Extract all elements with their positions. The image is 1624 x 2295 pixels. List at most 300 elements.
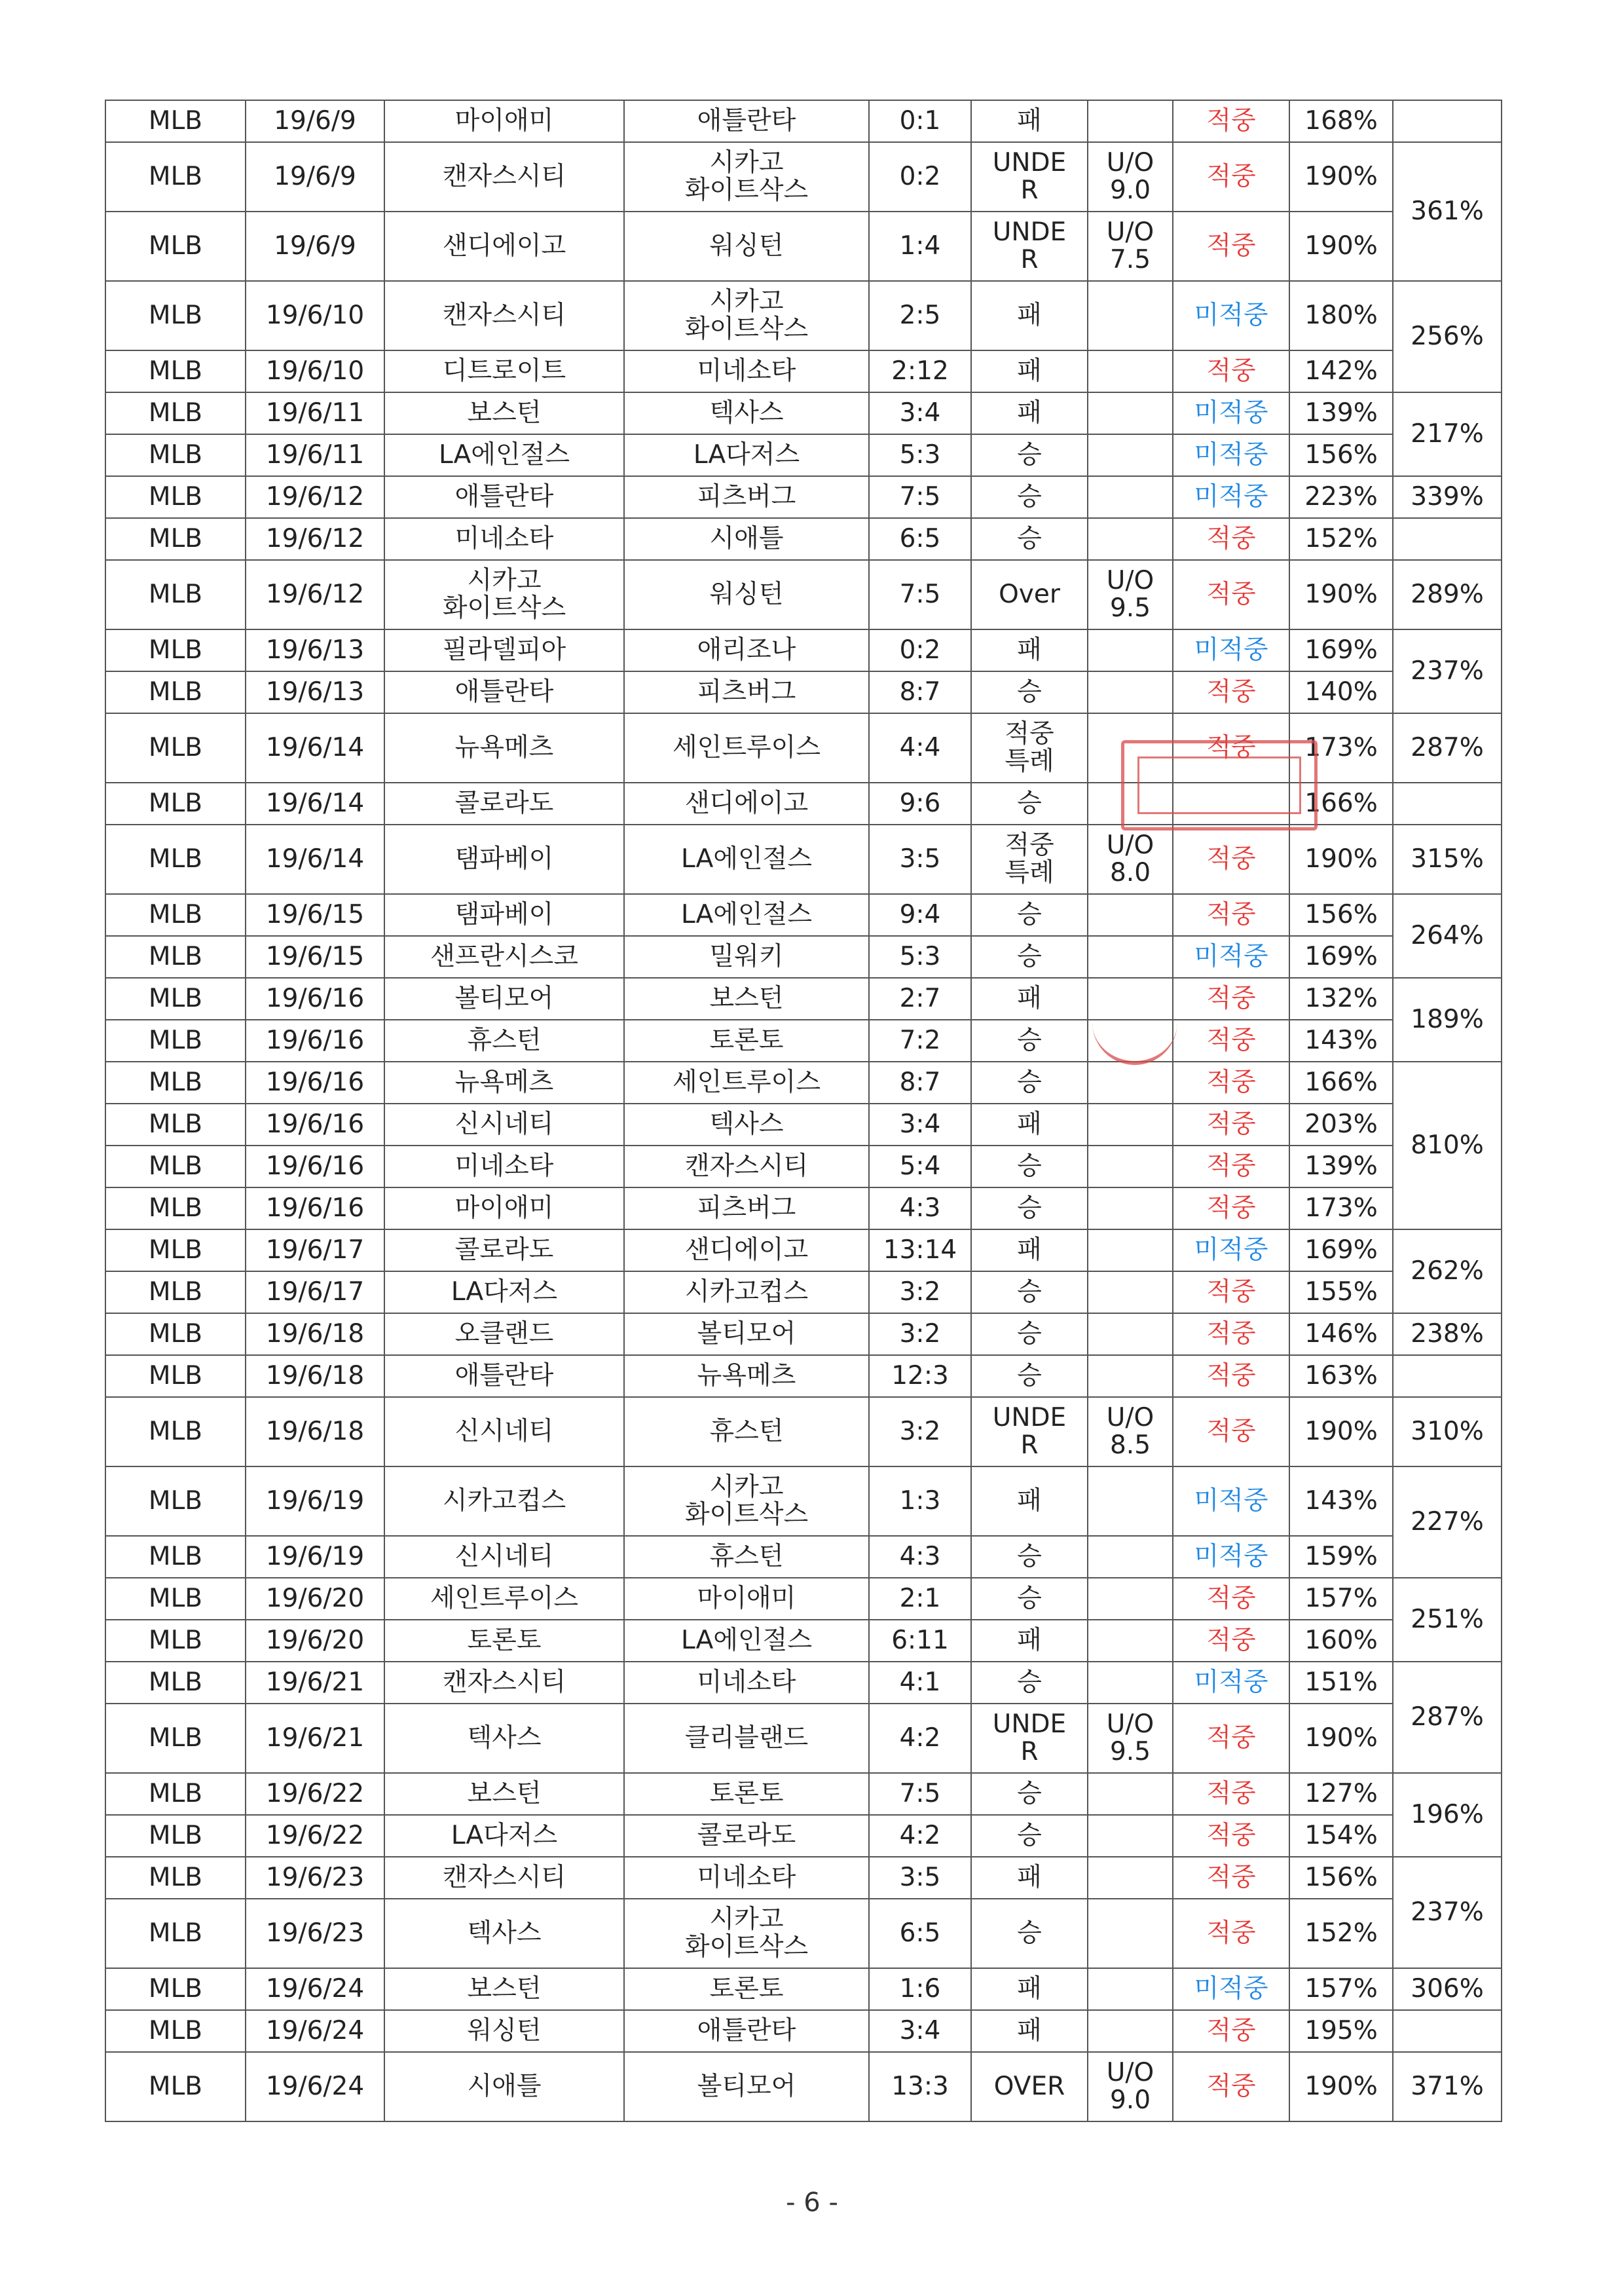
home-team-cell: 미네소타 bbox=[384, 518, 624, 560]
result-cell: 승 bbox=[971, 1578, 1088, 1620]
odds-cell: 154% bbox=[1289, 1815, 1393, 1857]
score-cell: 13:14 bbox=[869, 1229, 971, 1271]
home-team-cell: 워싱턴 bbox=[384, 2010, 624, 2052]
odds-cell: 173% bbox=[1289, 1187, 1393, 1229]
away-team-cell: 샌디에이고 bbox=[624, 783, 869, 825]
date-cell: 19/6/18 bbox=[246, 1397, 384, 1466]
odds-cell: 163% bbox=[1289, 1355, 1393, 1397]
hit-status-cell: 적중 bbox=[1173, 978, 1289, 1020]
league-cell: MLB bbox=[105, 1857, 246, 1899]
hit-status-cell: 적중 bbox=[1173, 894, 1289, 936]
over-under-cell bbox=[1088, 1815, 1173, 1857]
away-team-cell: 미네소타 bbox=[624, 1662, 869, 1704]
odds-cell: 142% bbox=[1289, 350, 1393, 392]
home-team-cell: 오클랜드 bbox=[384, 1313, 624, 1355]
score-cell: 3:5 bbox=[869, 825, 971, 894]
away-team-cell: 휴스턴 bbox=[624, 1397, 869, 1466]
score-cell: 9:4 bbox=[869, 894, 971, 936]
date-cell: 19/6/24 bbox=[246, 2052, 384, 2121]
hit-status-cell: 적중 bbox=[1173, 1857, 1289, 1899]
table-row bbox=[105, 2010, 1502, 2052]
home-team-cell: 애틀란타 bbox=[384, 671, 624, 713]
away-team-cell: 시카고 화이트삭스 bbox=[624, 1466, 869, 1536]
hit-status-cell: 미적중 bbox=[1173, 1466, 1289, 1536]
home-team-cell: 캔자스시티 bbox=[384, 142, 624, 212]
hit-status-cell: 적중 bbox=[1173, 713, 1289, 783]
result-cell: 승 bbox=[971, 1146, 1088, 1187]
combined-odds-cell: 306% bbox=[1393, 1968, 1502, 2010]
date-cell: 19/6/21 bbox=[246, 1662, 384, 1704]
over-under-cell bbox=[1088, 1313, 1173, 1355]
score-cell: 2:7 bbox=[869, 978, 971, 1020]
score-cell: 13:3 bbox=[869, 2052, 971, 2121]
away-team-cell: 볼티모어 bbox=[624, 2052, 869, 2121]
table-row bbox=[105, 1662, 1502, 1704]
hit-status-cell: 적중 bbox=[1173, 1397, 1289, 1466]
result-cell: UNDE R bbox=[971, 1704, 1088, 1773]
odds-cell: 195% bbox=[1289, 2010, 1393, 2052]
result-cell: 패 bbox=[971, 1229, 1088, 1271]
table-row bbox=[105, 1187, 1502, 1229]
hit-status-cell: 적중 bbox=[1173, 1146, 1289, 1187]
score-cell: 8:7 bbox=[869, 671, 971, 713]
odds-cell: 152% bbox=[1289, 518, 1393, 560]
odds-cell: 169% bbox=[1289, 1229, 1393, 1271]
home-team-cell: 토론토 bbox=[384, 1620, 624, 1662]
combined-odds-cell: 262% bbox=[1393, 1229, 1502, 1313]
date-cell: 19/6/18 bbox=[246, 1355, 384, 1397]
score-cell: 7:5 bbox=[869, 560, 971, 629]
result-cell: 승 bbox=[971, 1313, 1088, 1355]
over-under-cell bbox=[1088, 281, 1173, 350]
away-team-cell: 시카고컵스 bbox=[624, 1271, 869, 1313]
hit-status-cell: 적중 bbox=[1173, 1271, 1289, 1313]
league-cell: MLB bbox=[105, 1536, 246, 1578]
table-row bbox=[105, 1229, 1502, 1271]
home-team-cell: 볼티모어 bbox=[384, 978, 624, 1020]
home-team-cell: 텍사스 bbox=[384, 1899, 624, 1968]
over-under-cell bbox=[1088, 936, 1173, 978]
over-under-cell bbox=[1088, 1466, 1173, 1536]
score-cell: 2:5 bbox=[869, 281, 971, 350]
score-cell: 1:4 bbox=[869, 212, 971, 281]
odds-cell: 132% bbox=[1289, 978, 1393, 1020]
away-team-cell: 미네소타 bbox=[624, 1857, 869, 1899]
league-cell: MLB bbox=[105, 1104, 246, 1146]
league-cell: MLB bbox=[105, 1578, 246, 1620]
away-team-cell: 토론토 bbox=[624, 1020, 869, 1062]
over-under-cell bbox=[1088, 629, 1173, 671]
result-cell: UNDE R bbox=[971, 142, 1088, 212]
odds-cell: 166% bbox=[1289, 1062, 1393, 1104]
away-team-cell: 텍사스 bbox=[624, 392, 869, 434]
home-team-cell: LA다저스 bbox=[384, 1815, 624, 1857]
home-team-cell: 콜로라도 bbox=[384, 783, 624, 825]
odds-cell: 156% bbox=[1289, 894, 1393, 936]
league-cell: MLB bbox=[105, 936, 246, 978]
over-under-cell bbox=[1088, 2010, 1173, 2052]
combined-odds-cell: 310% bbox=[1393, 1397, 1502, 1466]
date-cell: 19/6/16 bbox=[246, 1187, 384, 1229]
hit-status-cell: 적중 bbox=[1173, 671, 1289, 713]
score-cell: 0:2 bbox=[869, 629, 971, 671]
away-team-cell: 밀워키 bbox=[624, 936, 869, 978]
result-cell: 패 bbox=[971, 1620, 1088, 1662]
score-cell: 3:2 bbox=[869, 1397, 971, 1466]
score-cell: 4:1 bbox=[869, 1662, 971, 1704]
home-team-cell: 시카고컵스 bbox=[384, 1466, 624, 1536]
score-cell: 9:6 bbox=[869, 783, 971, 825]
score-cell: 6:5 bbox=[869, 518, 971, 560]
table-row bbox=[105, 1815, 1502, 1857]
over-under-cell: U/O 9.5 bbox=[1088, 560, 1173, 629]
date-cell: 19/6/24 bbox=[246, 1968, 384, 2010]
table-row bbox=[105, 1020, 1502, 1062]
odds-cell: 159% bbox=[1289, 1536, 1393, 1578]
date-cell: 19/6/16 bbox=[246, 1020, 384, 1062]
combined-odds-cell: 315% bbox=[1393, 825, 1502, 894]
date-cell: 19/6/13 bbox=[246, 671, 384, 713]
league-cell: MLB bbox=[105, 629, 246, 671]
date-cell: 19/6/22 bbox=[246, 1815, 384, 1857]
league-cell: MLB bbox=[105, 1062, 246, 1104]
result-cell: 승 bbox=[971, 936, 1088, 978]
home-team-cell: 시애틀 bbox=[384, 2052, 624, 2121]
table-row bbox=[105, 1466, 1502, 1536]
over-under-cell bbox=[1088, 1355, 1173, 1397]
score-cell: 7:5 bbox=[869, 1773, 971, 1815]
away-team-cell: 뉴욕메츠 bbox=[624, 1355, 869, 1397]
combined-odds-cell: 196% bbox=[1393, 1773, 1502, 1857]
away-team-cell: 피츠버그 bbox=[624, 1187, 869, 1229]
odds-cell: 190% bbox=[1289, 1397, 1393, 1466]
league-cell: MLB bbox=[105, 978, 246, 1020]
home-team-cell: 캔자스시티 bbox=[384, 281, 624, 350]
hit-status-cell: 적중 bbox=[1173, 212, 1289, 281]
odds-cell: 139% bbox=[1289, 1146, 1393, 1187]
hit-status-cell: 적중 bbox=[1173, 350, 1289, 392]
league-cell: MLB bbox=[105, 1704, 246, 1773]
combined-odds-cell: 264% bbox=[1393, 894, 1502, 978]
result-cell: 패 bbox=[971, 1968, 1088, 2010]
odds-cell: 156% bbox=[1289, 1857, 1393, 1899]
over-under-cell bbox=[1088, 1229, 1173, 1271]
result-cell: 패 bbox=[971, 281, 1088, 350]
result-cell: 승 bbox=[971, 1187, 1088, 1229]
score-cell: 3:5 bbox=[869, 1857, 971, 1899]
result-cell: 승 bbox=[971, 434, 1088, 476]
result-cell: 패 bbox=[971, 629, 1088, 671]
result-cell: 패 bbox=[971, 2010, 1088, 2052]
home-team-cell: 탬파베이 bbox=[384, 825, 624, 894]
league-cell: MLB bbox=[105, 1899, 246, 1968]
home-team-cell: 필라델피아 bbox=[384, 629, 624, 671]
league-cell: MLB bbox=[105, 518, 246, 560]
away-team-cell: 보스턴 bbox=[624, 978, 869, 1020]
over-under-cell bbox=[1088, 434, 1173, 476]
score-cell: 5:4 bbox=[869, 1146, 971, 1187]
table-row bbox=[105, 1355, 1502, 1397]
score-cell: 1:3 bbox=[869, 1466, 971, 1536]
away-team-cell: 콜로라도 bbox=[624, 1815, 869, 1857]
combined-odds-cell: 238% bbox=[1393, 1313, 1502, 1355]
hit-status-cell: 적중 bbox=[1173, 825, 1289, 894]
odds-cell: 151% bbox=[1289, 1662, 1393, 1704]
league-cell: MLB bbox=[105, 1187, 246, 1229]
away-team-cell: 세인트루이스 bbox=[624, 1062, 869, 1104]
red-stamp bbox=[1121, 740, 1318, 830]
result-cell: OVER bbox=[971, 2052, 1088, 2121]
date-cell: 19/6/9 bbox=[246, 142, 384, 212]
table-row bbox=[105, 350, 1502, 392]
hit-status-cell: 적중 bbox=[1173, 1355, 1289, 1397]
hit-status-cell: 적중 bbox=[1173, 1020, 1289, 1062]
league-cell: MLB bbox=[105, 142, 246, 212]
over-under-cell bbox=[1088, 100, 1173, 142]
over-under-cell bbox=[1088, 671, 1173, 713]
league-cell: MLB bbox=[105, 713, 246, 783]
score-cell: 3:4 bbox=[869, 392, 971, 434]
home-team-cell: 샌프란시스코 bbox=[384, 936, 624, 978]
date-cell: 19/6/24 bbox=[246, 2010, 384, 2052]
home-team-cell: 캔자스시티 bbox=[384, 1662, 624, 1704]
hit-status-cell: 적중 bbox=[1173, 142, 1289, 212]
league-cell: MLB bbox=[105, 1397, 246, 1466]
home-team-cell: LA에인절스 bbox=[384, 434, 624, 476]
date-cell: 19/6/10 bbox=[246, 281, 384, 350]
odds-cell: 173% bbox=[1289, 713, 1393, 783]
date-cell: 19/6/23 bbox=[246, 1857, 384, 1899]
combined-odds-cell: 227% bbox=[1393, 1466, 1502, 1578]
table-row bbox=[105, 392, 1502, 434]
table-row bbox=[105, 518, 1502, 560]
league-cell: MLB bbox=[105, 434, 246, 476]
league-cell: MLB bbox=[105, 212, 246, 281]
combined-odds-cell: 287% bbox=[1393, 713, 1502, 783]
hit-status-cell: 적중 bbox=[1173, 1704, 1289, 1773]
score-cell: 0:1 bbox=[869, 100, 971, 142]
home-team-cell: 뉴욕메츠 bbox=[384, 713, 624, 783]
home-team-cell: 샌디에이고 bbox=[384, 212, 624, 281]
home-team-cell: 캔자스시티 bbox=[384, 1857, 624, 1899]
table-body bbox=[105, 100, 1502, 2121]
over-under-cell: U/O 9.0 bbox=[1088, 2052, 1173, 2121]
hit-status-cell: 미적중 bbox=[1173, 1229, 1289, 1271]
table-row bbox=[105, 560, 1502, 629]
over-under-cell bbox=[1088, 1146, 1173, 1187]
away-team-cell: 클리블랜드 bbox=[624, 1704, 869, 1773]
score-cell: 8:7 bbox=[869, 1062, 971, 1104]
score-cell: 4:4 bbox=[869, 713, 971, 783]
score-cell: 5:3 bbox=[869, 936, 971, 978]
date-cell: 19/6/23 bbox=[246, 1899, 384, 1968]
result-cell: 패 bbox=[971, 1104, 1088, 1146]
hit-status-cell: 적중 bbox=[1173, 2052, 1289, 2121]
away-team-cell: 볼티모어 bbox=[624, 1313, 869, 1355]
combined-odds-cell bbox=[1393, 2010, 1502, 2052]
away-team-cell: 애틀란타 bbox=[624, 2010, 869, 2052]
hit-status-cell: 미적중 bbox=[1173, 476, 1289, 518]
date-cell: 19/6/14 bbox=[246, 783, 384, 825]
score-cell: 6:5 bbox=[869, 1899, 971, 1968]
odds-cell: 223% bbox=[1289, 476, 1393, 518]
over-under-cell bbox=[1088, 1773, 1173, 1815]
over-under-cell bbox=[1088, 1968, 1173, 2010]
away-team-cell: 시카고 화이트삭스 bbox=[624, 1899, 869, 1968]
result-cell: 패 bbox=[971, 392, 1088, 434]
date-cell: 19/6/16 bbox=[246, 1146, 384, 1187]
date-cell: 19/6/12 bbox=[246, 560, 384, 629]
date-cell: 19/6/10 bbox=[246, 350, 384, 392]
table-row bbox=[105, 629, 1502, 671]
over-under-cell bbox=[1088, 894, 1173, 936]
date-cell: 19/6/20 bbox=[246, 1578, 384, 1620]
score-cell: 6:11 bbox=[869, 1620, 971, 1662]
result-cell: 적중 특례 bbox=[971, 825, 1088, 894]
hit-status-cell: 적중 bbox=[1173, 1773, 1289, 1815]
hit-status-cell: 미적중 bbox=[1173, 434, 1289, 476]
hit-status-cell: 미적중 bbox=[1173, 392, 1289, 434]
league-cell: MLB bbox=[105, 1313, 246, 1355]
league-cell: MLB bbox=[105, 1620, 246, 1662]
away-team-cell: 토론토 bbox=[624, 1968, 869, 2010]
date-cell: 19/6/16 bbox=[246, 1062, 384, 1104]
league-cell: MLB bbox=[105, 1229, 246, 1271]
over-under-cell bbox=[1088, 1857, 1173, 1899]
odds-cell: 190% bbox=[1289, 2052, 1393, 2121]
odds-cell: 140% bbox=[1289, 671, 1393, 713]
odds-cell: 143% bbox=[1289, 1020, 1393, 1062]
league-cell: MLB bbox=[105, 2010, 246, 2052]
hit-status-cell: 적중 bbox=[1173, 518, 1289, 560]
combined-odds-cell: 237% bbox=[1393, 1857, 1502, 1968]
away-team-cell: 세인트루이스 bbox=[624, 713, 869, 783]
table-row bbox=[105, 1104, 1502, 1146]
league-cell: MLB bbox=[105, 350, 246, 392]
odds-cell: 168% bbox=[1289, 100, 1393, 142]
odds-cell: 203% bbox=[1289, 1104, 1393, 1146]
score-cell: 7:2 bbox=[869, 1020, 971, 1062]
hit-status-cell: 적중 bbox=[1173, 1620, 1289, 1662]
odds-cell: 143% bbox=[1289, 1466, 1393, 1536]
away-team-cell: 시카고 화이트삭스 bbox=[624, 142, 869, 212]
table-row bbox=[105, 212, 1502, 281]
hit-status-cell: 미적중 bbox=[1173, 1662, 1289, 1704]
table-row bbox=[105, 1620, 1502, 1662]
away-team-cell: 시애틀 bbox=[624, 518, 869, 560]
date-cell: 19/6/20 bbox=[246, 1620, 384, 1662]
result-cell: 적중 특례 bbox=[971, 713, 1088, 783]
hit-status-cell: 적중 bbox=[1173, 2010, 1289, 2052]
odds-cell: 180% bbox=[1289, 281, 1393, 350]
table-row bbox=[105, 825, 1502, 894]
table-row bbox=[105, 476, 1502, 518]
league-cell: MLB bbox=[105, 476, 246, 518]
odds-cell: 139% bbox=[1289, 392, 1393, 434]
hit-status-cell: 적중 bbox=[1173, 100, 1289, 142]
league-cell: MLB bbox=[105, 560, 246, 629]
table-row bbox=[105, 936, 1502, 978]
table-row bbox=[105, 1899, 1502, 1968]
result-cell: UNDE R bbox=[971, 1397, 1088, 1466]
home-team-cell: 뉴욕메츠 bbox=[384, 1062, 624, 1104]
odds-cell: 152% bbox=[1289, 1899, 1393, 1968]
home-team-cell: 세인트루이스 bbox=[384, 1578, 624, 1620]
score-cell: 4:2 bbox=[869, 1815, 971, 1857]
over-under-cell bbox=[1088, 1899, 1173, 1968]
result-cell: 패 bbox=[971, 978, 1088, 1020]
table-row bbox=[105, 671, 1502, 713]
over-under-cell bbox=[1088, 350, 1173, 392]
home-team-cell: 콜로라도 bbox=[384, 1229, 624, 1271]
score-cell: 12:3 bbox=[869, 1355, 971, 1397]
odds-cell: 169% bbox=[1289, 936, 1393, 978]
date-cell: 19/6/14 bbox=[246, 825, 384, 894]
result-cell: 패 bbox=[971, 1466, 1088, 1536]
date-cell: 19/6/13 bbox=[246, 629, 384, 671]
table-row bbox=[105, 2052, 1502, 2121]
table-row bbox=[105, 100, 1502, 142]
league-cell: MLB bbox=[105, 1146, 246, 1187]
over-under-cell bbox=[1088, 1062, 1173, 1104]
date-cell: 19/6/9 bbox=[246, 212, 384, 281]
league-cell: MLB bbox=[105, 783, 246, 825]
away-team-cell: 텍사스 bbox=[624, 1104, 869, 1146]
result-cell: 승 bbox=[971, 1899, 1088, 1968]
away-team-cell: 애틀란타 bbox=[624, 100, 869, 142]
combined-odds-cell: 371% bbox=[1393, 2052, 1502, 2121]
date-cell: 19/6/16 bbox=[246, 1104, 384, 1146]
home-team-cell: 미네소타 bbox=[384, 1146, 624, 1187]
home-team-cell: 탬파베이 bbox=[384, 894, 624, 936]
odds-cell: 190% bbox=[1289, 825, 1393, 894]
combined-odds-cell: 287% bbox=[1393, 1662, 1502, 1773]
away-team-cell: 피츠버그 bbox=[624, 671, 869, 713]
league-cell: MLB bbox=[105, 2052, 246, 2121]
away-team-cell: 마이애미 bbox=[624, 1578, 869, 1620]
result-cell: 승 bbox=[971, 1536, 1088, 1578]
score-cell: 3:2 bbox=[869, 1313, 971, 1355]
hit-status-cell: 미적중 bbox=[1173, 936, 1289, 978]
result-cell: 패 bbox=[971, 100, 1088, 142]
betting-record-table bbox=[105, 100, 1502, 2122]
table-row bbox=[105, 978, 1502, 1020]
over-under-cell bbox=[1088, 1187, 1173, 1229]
odds-cell: 190% bbox=[1289, 212, 1393, 281]
result-cell: 승 bbox=[971, 1020, 1088, 1062]
date-cell: 19/6/19 bbox=[246, 1466, 384, 1536]
date-cell: 19/6/17 bbox=[246, 1229, 384, 1271]
combined-odds-cell: 256% bbox=[1393, 281, 1502, 392]
table-row bbox=[105, 1578, 1502, 1620]
hit-status-cell: 적중 bbox=[1173, 1578, 1289, 1620]
date-cell: 19/6/12 bbox=[246, 476, 384, 518]
date-cell: 19/6/17 bbox=[246, 1271, 384, 1313]
home-team-cell: 휴스턴 bbox=[384, 1020, 624, 1062]
table-row bbox=[105, 1397, 1502, 1466]
score-cell: 3:2 bbox=[869, 1271, 971, 1313]
odds-cell: 190% bbox=[1289, 1704, 1393, 1773]
home-team-cell: 보스턴 bbox=[384, 1773, 624, 1815]
home-team-cell: 신시네티 bbox=[384, 1104, 624, 1146]
score-cell: 7:5 bbox=[869, 476, 971, 518]
hit-status-cell: 적중 bbox=[1173, 1062, 1289, 1104]
date-cell: 19/6/11 bbox=[246, 434, 384, 476]
table-row bbox=[105, 1271, 1502, 1313]
combined-odds-cell bbox=[1393, 783, 1502, 825]
league-cell: MLB bbox=[105, 1355, 246, 1397]
league-cell: MLB bbox=[105, 392, 246, 434]
